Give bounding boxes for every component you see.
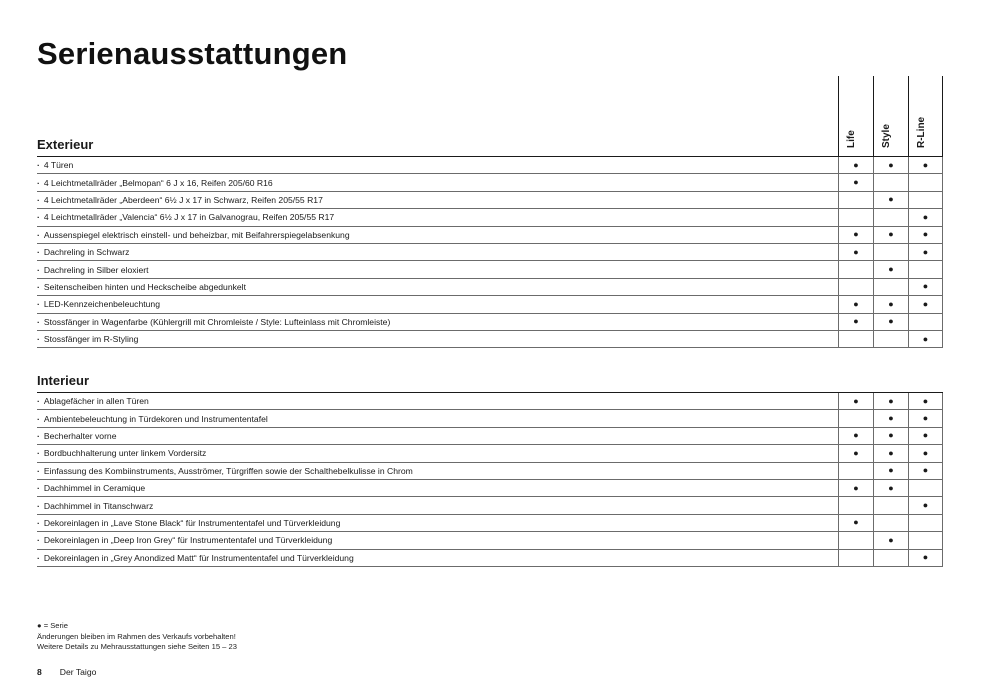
cell-life: ●	[838, 157, 873, 173]
cell-life: ●	[838, 428, 873, 444]
interieur-table	[37, 392, 943, 567]
row-label: · Einfassung des Kombiinstruments, Ausströmer, Türgriffen sowie der Schalthebelkulisse in Chrom	[37, 466, 838, 476]
footer-model: Der Taigo	[59, 667, 97, 677]
cell-style: ●	[873, 480, 908, 496]
cell-style	[873, 550, 908, 566]
table-row	[37, 497, 943, 514]
column-headers	[838, 76, 943, 156]
cell-r-line: ●	[908, 279, 943, 295]
table-row	[37, 192, 943, 209]
footnote-more-details: Weitere Details zu Mehrausstattungen siehe Seiten 15 – 23	[37, 642, 237, 651]
row-label: · 4 Leichtmetallräder „Belmopan“ 6 J x 16, Reifen 205/60 R16	[37, 178, 838, 188]
row-label: · 4 Türen	[37, 160, 838, 170]
exterieur-table	[37, 156, 943, 348]
table-row	[37, 463, 943, 480]
row-label: · Dachreling in Schwarz	[37, 247, 838, 257]
cell-r-line	[908, 515, 943, 531]
cell-life	[838, 192, 873, 208]
row-label: · Seitenscheiben hinten und Heckscheibe abgedunkelt	[37, 282, 838, 292]
cell-style	[873, 174, 908, 190]
cell-r-line: ●	[908, 157, 943, 173]
cell-style	[873, 331, 908, 347]
cell-style	[873, 497, 908, 513]
cell-r-line: ●	[908, 209, 943, 225]
table-row	[37, 515, 943, 532]
row-label: · Dachreling in Silber eloxiert	[37, 265, 838, 275]
row-label: · 4 Leichtmetallräder „Valencia“ 6½ J x 17 in Galvanograu, Reifen 205/55 R17	[37, 212, 838, 222]
row-label: · Ambientebeleuchtung in Türdekoren und Instrumententafel	[37, 414, 838, 424]
cell-style: ●	[873, 192, 908, 208]
column-header-style	[873, 76, 908, 156]
footnotes	[37, 621, 237, 653]
row-label: · Stossfänger in Wagenfarbe (Kühlergrill mit Chromleiste / Style: Lufteinlass mit Chromleiste)	[37, 317, 838, 327]
cell-r-line: ●	[908, 410, 943, 426]
table-row	[37, 279, 943, 296]
cell-life: ●	[838, 445, 873, 461]
cell-life	[838, 410, 873, 426]
cell-r-line: ●	[908, 331, 943, 347]
cell-life	[838, 463, 873, 479]
cell-r-line: ●	[908, 497, 943, 513]
footnote-disclaimer: Änderungen bleiben im Rahmen des Verkaufs vorbehalten!	[37, 631, 236, 641]
table-row	[37, 261, 943, 278]
table-row	[37, 428, 943, 445]
cell-style	[873, 209, 908, 225]
cell-r-line: ●	[908, 244, 943, 260]
table-row	[37, 550, 943, 567]
column-header-life	[838, 76, 873, 156]
table-row	[37, 157, 943, 174]
table-row	[37, 227, 943, 244]
cell-style: ●	[873, 410, 908, 426]
page-number: 8	[37, 667, 42, 677]
row-label: · Dekoreinlagen in „Grey Anondized Matt“ für Instrumententafel und Türverkleidung	[37, 553, 838, 563]
row-label: · Bordbuchhalterung unter linkem Vordersitz	[37, 448, 838, 458]
table-row	[37, 314, 943, 331]
cell-style: ●	[873, 393, 908, 409]
cell-r-line: ●	[908, 296, 943, 312]
row-label: · Ablagefächer in allen Türen	[37, 396, 838, 406]
cell-style: ●	[873, 296, 908, 312]
table-row	[37, 393, 943, 410]
interieur-title: Interieur	[37, 373, 90, 388]
row-label: · Becherhalter vorne	[37, 431, 838, 441]
cell-life: ●	[838, 244, 873, 260]
table-row	[37, 174, 943, 191]
cell-r-line	[908, 480, 943, 496]
table-row	[37, 410, 943, 427]
cell-style: ●	[873, 314, 908, 330]
column-label-style: Style	[880, 124, 892, 148]
cell-life	[838, 532, 873, 548]
table-row	[37, 532, 943, 549]
cell-style: ●	[873, 428, 908, 444]
cell-life	[838, 261, 873, 277]
table-row	[37, 296, 943, 313]
page-footer	[37, 667, 96, 677]
cell-style	[873, 244, 908, 260]
row-label: · LED-Kennzeichenbeleuchtung	[37, 299, 838, 309]
cell-life	[838, 550, 873, 566]
cell-style: ●	[873, 445, 908, 461]
table-row	[37, 331, 943, 348]
page-title: Serienausstattungen	[37, 36, 348, 71]
cell-life	[838, 209, 873, 225]
column-label-life: Life	[845, 130, 857, 148]
table-row	[37, 445, 943, 462]
cell-style	[873, 279, 908, 295]
table-row	[37, 480, 943, 497]
table-row	[37, 244, 943, 261]
row-label: · Dekoreinlagen in „Deep Iron Grey“ für Instrumententafel und Türverkleidung	[37, 535, 838, 545]
row-label: · Dachhimmel in Titanschwarz	[37, 501, 838, 511]
cell-r-line	[908, 174, 943, 190]
row-label: · Dachhimmel in Ceramique	[37, 483, 838, 493]
cell-life: ●	[838, 227, 873, 243]
cell-r-line: ●	[908, 445, 943, 461]
cell-r-line	[908, 192, 943, 208]
cell-r-line	[908, 532, 943, 548]
cell-style: ●	[873, 227, 908, 243]
cell-life: ●	[838, 393, 873, 409]
cell-style: ●	[873, 463, 908, 479]
column-label-r-line: R-Line	[915, 116, 927, 148]
row-label: · Dekoreinlagen in „Lave Stone Black“ für Instrumententafel und Türverkleidung	[37, 518, 838, 528]
cell-style: ●	[873, 532, 908, 548]
cell-r-line: ●	[908, 428, 943, 444]
cell-r-line: ●	[908, 393, 943, 409]
footnote-legend: ● = Serie	[37, 621, 68, 630]
row-label: · 4 Leichtmetallräder „Aberdeen“ 6½ J x 17 in Schwarz, Reifen 205/55 R17	[37, 195, 838, 205]
cell-style: ●	[873, 157, 908, 173]
cell-life: ●	[838, 314, 873, 330]
cell-life	[838, 279, 873, 295]
cell-r-line: ●	[908, 463, 943, 479]
table-row	[37, 209, 943, 226]
cell-life	[838, 331, 873, 347]
cell-style: ●	[873, 261, 908, 277]
column-header-r-line	[908, 76, 943, 156]
cell-life: ●	[838, 296, 873, 312]
cell-r-line	[908, 261, 943, 277]
row-label: · Stossfänger im R-Styling	[37, 334, 838, 344]
exterieur-title: Exterieur	[37, 137, 94, 152]
cell-r-line: ●	[908, 550, 943, 566]
cell-style	[873, 515, 908, 531]
cell-r-line: ●	[908, 227, 943, 243]
cell-r-line	[908, 314, 943, 330]
cell-life: ●	[838, 174, 873, 190]
cell-life: ●	[838, 480, 873, 496]
cell-life	[838, 497, 873, 513]
row-label: · Aussenspiegel elektrisch einstell- und beheizbar, mit Beifahrerspiegelabsenkung	[37, 230, 838, 240]
cell-life: ●	[838, 515, 873, 531]
